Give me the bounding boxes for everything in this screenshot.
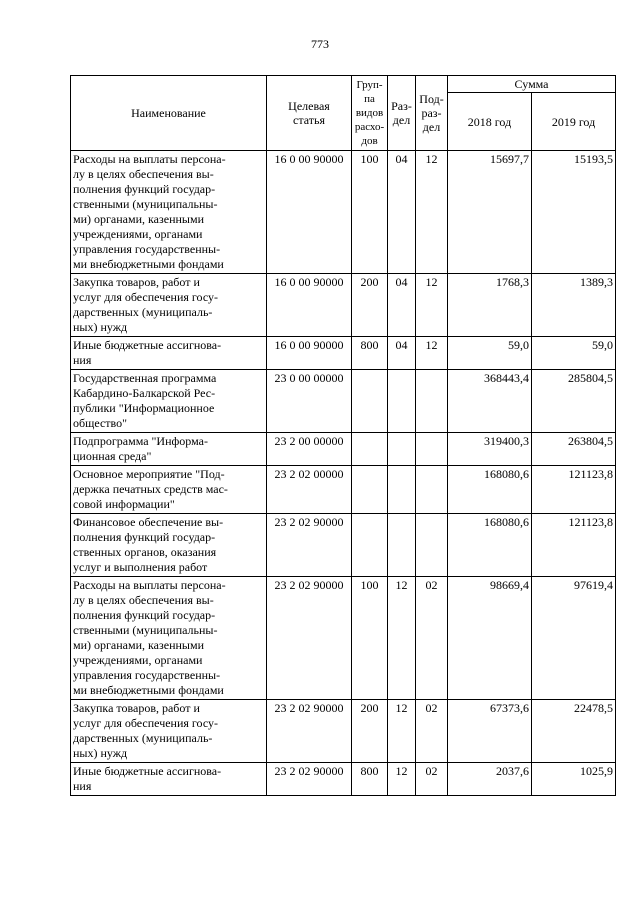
row-name-line: управления государственны- [73, 242, 221, 256]
header-group-line: расхо- [354, 121, 385, 133]
row-sum-2019: 121123,8 [532, 466, 616, 514]
header-subsection-line: раз- [421, 106, 442, 120]
row-target-article: 23 2 02 00000 [267, 466, 352, 514]
row-expense-group: 800 [352, 337, 388, 370]
row-expense-group: 800 [352, 763, 388, 796]
header-group-line: видов [355, 107, 384, 119]
row-expense-group: 200 [352, 700, 388, 763]
row-name-line: полнения функций государ- [73, 530, 216, 544]
row-name-line: лу в целях обеспечения вы- [73, 167, 214, 181]
row-section: 12 [388, 763, 416, 796]
row-subsection: 02 [416, 577, 448, 700]
row-target-article: 23 2 02 90000 [267, 514, 352, 577]
row-name [71, 577, 267, 700]
row-name-line: Иные бюджетные ассигнова- [73, 338, 222, 352]
header-section-line: дел [392, 113, 411, 127]
row-section: 04 [388, 337, 416, 370]
row-name-line: ственными (муниципальны- [73, 623, 218, 637]
page-number: 773 [311, 37, 329, 51]
header-target-line: статья [293, 113, 325, 127]
row-name-line: Государственная программа [73, 371, 217, 385]
header-subsection [416, 76, 448, 151]
row-sum-2019: 263804,5 [532, 433, 616, 466]
row-name-line: услуг и выполнения работ [73, 560, 208, 574]
row-name-line: Закупка товаров, работ и [73, 701, 200, 715]
row-target-article: 16 0 00 90000 [267, 151, 352, 274]
row-name [71, 274, 267, 337]
table-row [71, 151, 616, 274]
header-group-line: дов [361, 135, 378, 147]
row-name-line: Расходы на выплаты персона- [73, 578, 226, 592]
header-subsection-line: дел [422, 120, 441, 134]
row-sum-2018: 168080,6 [448, 514, 532, 577]
row-name-line: ственными (муниципальны- [73, 197, 218, 211]
row-section: 04 [388, 274, 416, 337]
header-expense-group [352, 76, 388, 151]
row-name-line: ния [73, 779, 92, 793]
row-name-line: полнения функций государ- [73, 608, 216, 622]
row-name-line: Подпрограмма "Информа- [73, 434, 208, 448]
header-target-article [267, 76, 352, 151]
row-sum-2019: 15193,5 [532, 151, 616, 274]
row-target-article: 16 0 00 90000 [267, 274, 352, 337]
row-expense-group [352, 514, 388, 577]
row-sum-2019: 22478,5 [532, 700, 616, 763]
row-expense-group: 100 [352, 577, 388, 700]
row-sum-2018: 2037,6 [448, 763, 532, 796]
row-name-line: учреждениями, органами [73, 653, 203, 667]
row-name-line: ственных органов, оказания [73, 545, 217, 559]
row-subsection [416, 466, 448, 514]
table-row [71, 700, 616, 763]
row-sum-2019: 59,0 [532, 337, 616, 370]
table-row [71, 274, 616, 337]
row-section: 12 [388, 700, 416, 763]
row-sum-2018: 168080,6 [448, 466, 532, 514]
table-row [71, 337, 616, 370]
row-name-line: публики "Информационное [73, 401, 215, 415]
header-subsection-line: Под- [419, 92, 444, 106]
row-name-line: Закупка товаров, работ и [73, 275, 200, 289]
row-name-line: ми внебюджетными фондами [73, 257, 224, 271]
row-sum-2019: 97619,4 [532, 577, 616, 700]
row-name-line: общество" [73, 416, 128, 430]
row-expense-group [352, 433, 388, 466]
row-name [71, 700, 267, 763]
row-subsection: 12 [416, 151, 448, 274]
row-name-line: дарственных (муниципаль- [73, 305, 213, 319]
row-name-line: Иные бюджетные ассигнова- [73, 764, 222, 778]
row-section [388, 433, 416, 466]
row-section [388, 514, 416, 577]
header-section-line: Раз- [391, 99, 412, 113]
table-body [71, 151, 616, 796]
row-name-line: ми) органами, казенными [73, 638, 204, 652]
row-name-line: ных) нужд [73, 320, 128, 334]
row-sum-2019: 285804,5 [532, 370, 616, 433]
row-sum-2018: 67373,6 [448, 700, 532, 763]
row-subsection [416, 514, 448, 577]
row-name-line: ных) нужд [73, 746, 128, 760]
row-name-line: совой информации" [73, 497, 175, 511]
row-name [71, 151, 267, 274]
row-name [71, 514, 267, 577]
row-expense-group [352, 370, 388, 433]
row-section: 12 [388, 577, 416, 700]
row-expense-group: 200 [352, 274, 388, 337]
row-sum-2018: 1768,3 [448, 274, 532, 337]
header-sum: Сумма [448, 76, 616, 93]
header-name: Наименование [71, 76, 267, 151]
row-sum-2019: 1025,9 [532, 763, 616, 796]
row-target-article: 23 2 00 00000 [267, 433, 352, 466]
row-subsection [416, 433, 448, 466]
row-sum-2018: 98669,4 [448, 577, 532, 700]
row-sum-2018: 319400,3 [448, 433, 532, 466]
row-name [71, 433, 267, 466]
header-section [388, 76, 416, 151]
row-subsection: 02 [416, 763, 448, 796]
header-group-line: Груп- [356, 79, 383, 91]
row-sum-2019: 1389,3 [532, 274, 616, 337]
budget-table [70, 75, 616, 796]
row-section [388, 370, 416, 433]
header-year-2019: 2019 год [532, 93, 616, 151]
header-target-line: Целевая [288, 99, 330, 113]
row-name-line: лу в целях обеспечения вы- [73, 593, 214, 607]
table-row [71, 514, 616, 577]
row-name-line: ционная среда" [73, 449, 152, 463]
row-name-line: ми внебюджетными фондами [73, 683, 224, 697]
row-name [71, 763, 267, 796]
row-name-line: Кабардино-Балкарской Рес- [73, 386, 216, 400]
header-year-2018: 2018 год [448, 93, 532, 151]
row-target-article: 23 2 02 90000 [267, 763, 352, 796]
row-name-line: держка печатных средств мас- [73, 482, 228, 496]
row-name-line: Финансовое обеспечение вы- [73, 515, 224, 529]
row-name-line: услуг для обеспечения госу- [73, 716, 219, 730]
table-row [71, 763, 616, 796]
table-row [71, 466, 616, 514]
row-section: 04 [388, 151, 416, 274]
header-group-line: па [364, 93, 375, 105]
row-subsection: 12 [416, 274, 448, 337]
row-name-line: учреждениями, органами [73, 227, 203, 241]
row-subsection [416, 370, 448, 433]
row-name [71, 337, 267, 370]
row-name-line: ния [73, 353, 92, 367]
table-row [71, 577, 616, 700]
table-row [71, 370, 616, 433]
row-subsection: 12 [416, 337, 448, 370]
row-subsection: 02 [416, 700, 448, 763]
row-sum-2018: 59,0 [448, 337, 532, 370]
row-name [71, 466, 267, 514]
row-name [71, 370, 267, 433]
row-name-line: Основное мероприятие "Под- [73, 467, 225, 481]
row-target-article: 23 2 02 90000 [267, 577, 352, 700]
row-target-article: 16 0 00 90000 [267, 337, 352, 370]
table-row [71, 433, 616, 466]
row-target-article: 23 2 02 90000 [267, 700, 352, 763]
row-sum-2018: 368443,4 [448, 370, 532, 433]
row-name-line: дарственных (муниципаль- [73, 731, 213, 745]
row-expense-group [352, 466, 388, 514]
row-sum-2019: 121123,8 [532, 514, 616, 577]
row-target-article: 23 0 00 00000 [267, 370, 352, 433]
row-name-line: услуг для обеспечения госу- [73, 290, 219, 304]
row-expense-group: 100 [352, 151, 388, 274]
row-name-line: ми) органами, казенными [73, 212, 204, 226]
row-name-line: Расходы на выплаты персона- [73, 152, 226, 166]
row-name-line: управления государственны- [73, 668, 221, 682]
row-name-line: полнения функций государ- [73, 182, 216, 196]
row-sum-2018: 15697,7 [448, 151, 532, 274]
row-section [388, 466, 416, 514]
